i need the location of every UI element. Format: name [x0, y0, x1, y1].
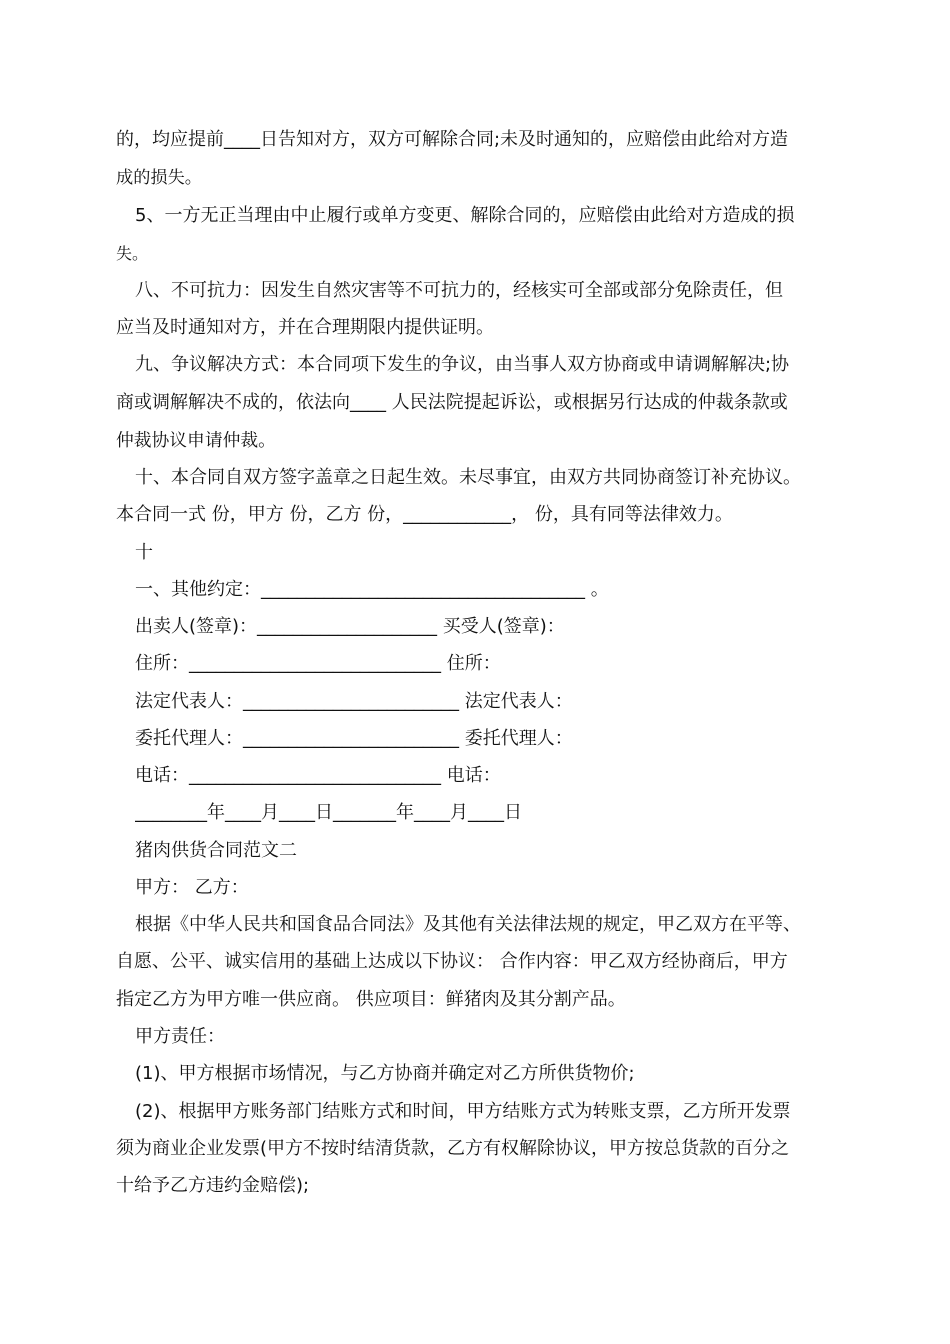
text-line: 须为商业企业发票(甲方不按时结清货款，乙方有权解除协议，甲方按总货款的百分之: [116, 1138, 790, 1159]
text-line: 根据《中华人民共和国食品合同法》及其他有关法律法规的规定，甲乙双方在平等、: [135, 914, 801, 935]
text-line: 十: [135, 542, 153, 563]
signature-line: 出卖人(签章)：____________________ 买受人(签章)：: [135, 616, 565, 637]
text-line: 本合同一式 份，甲方 份，乙方 份，____________， 份，具有同等法律效力。: [116, 504, 733, 525]
text-line: 十给予乙方违约金赔偿);: [116, 1175, 310, 1196]
text-line: 指定乙方为甲方唯一供应商。 供应项目：鲜猪肉及其分割产品。: [116, 989, 626, 1010]
text-line: 5、一方无正当理由中止履行或单方变更、解除合同的，应赔偿由此给对方造成的损: [135, 205, 795, 226]
text-line: 十、本合同自双方签字盖章之日起生效。未尽事宜，由双方共同协商签订补充协议。: [135, 467, 801, 488]
signature-line: 住所：____________________________ 住所：: [135, 653, 501, 674]
text-line: 仲裁协议申请仲裁。: [116, 430, 276, 451]
date-line: ________年____月____日_______年____月____日: [135, 802, 522, 823]
text-line: 甲方责任：: [135, 1026, 225, 1047]
text-line: (1)、甲方根据市场情况，与乙方协商并确定对乙方所供货物价;: [135, 1063, 635, 1084]
signature-line: 电话：____________________________ 电话：: [135, 765, 501, 786]
signature-line: 法定代表人：________________________ 法定代表人：: [135, 691, 573, 712]
text-line: 成的损失。: [116, 168, 202, 188]
text-line: 的，均应提前____日告知对方，双方可解除合同;未及时通知的，应赔偿由此给对方造: [116, 129, 789, 150]
text-line: 自愿、公平、诚实信用的基础上达成以下协议： 合作内容：甲乙双方经协商后，甲方: [116, 951, 788, 972]
text-line: (2)、根据甲方账务部门结账方式和时间，甲方结账方式为转账支票，乙方所开发票: [135, 1101, 791, 1122]
text-line: 甲方： 乙方：: [135, 877, 249, 898]
text-line: 八、不可抗力：因发生自然灾害等不可抗力的，经核实可全部或部分免除责任，但: [135, 280, 783, 301]
text-line: 失。: [116, 244, 149, 263]
text-line: 一、其他约定：____________________________________ 。: [135, 579, 609, 600]
section-title: 猪肉供货合同范文二: [135, 840, 297, 861]
text-line: 商或调解解决不成的，依法向____ 人民法院提起诉讼，或根据另行达成的仲裁条款或: [116, 392, 788, 413]
signature-line: 委托代理人：________________________ 委托代理人：: [135, 728, 573, 749]
text-line: 九、争议解决方式：本合同项下发生的争议，由当事人双方协商或申请调解解决;协: [135, 354, 790, 375]
text-line: 应当及时通知对方，并在合理期限内提供证明。: [116, 317, 494, 338]
